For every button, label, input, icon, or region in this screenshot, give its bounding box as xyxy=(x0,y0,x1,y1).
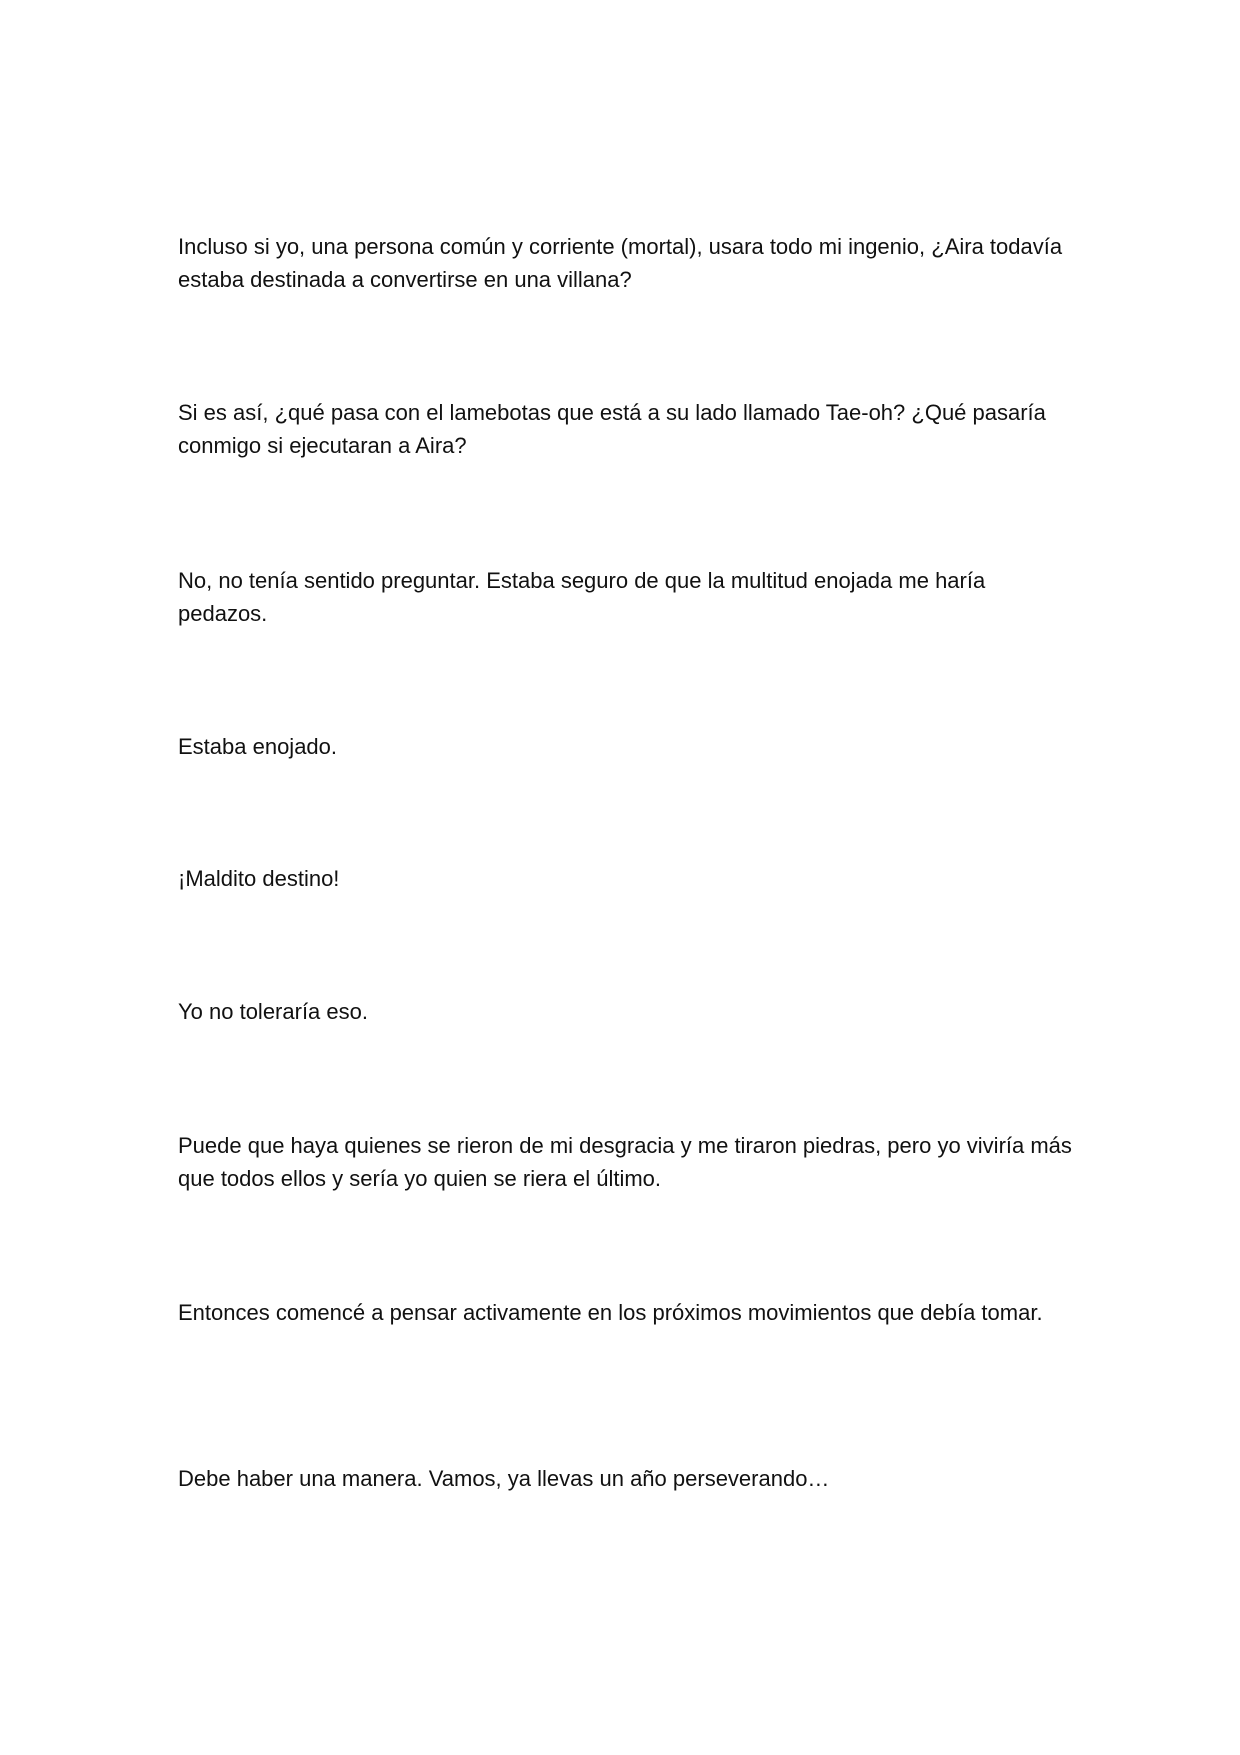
paragraph-1: Incluso si yo, una persona común y corriente (mortal), usara todo mi ingenio, ¿Aira todavía estaba destinada a convertirse en una villana? xyxy=(178,234,1063,292)
paragraph-3: No, no tenía sentido preguntar. Estaba seguro de que la multitud enojada me haría pedazos. xyxy=(178,568,986,626)
paragraph-2: Si es así, ¿qué pasa con el lamebotas que está a su lado llamado Tae-oh? ¿Qué pasaría conmigo si ejecutaran a Aira? xyxy=(178,400,1046,458)
paragraph-7: Puede que haya quienes se rieron de mi desgracia y me tiraron piedras, pero yo viviría más que todos ellos y sería yo quien se riera el último. xyxy=(178,1133,1072,1191)
paragraph-5: ¡Maldito destino! xyxy=(178,866,340,891)
paragraph-4: Estaba enojado. xyxy=(178,734,338,759)
paragraph-9: Debe haber una manera. Vamos, ya llevas un año perseverando… xyxy=(178,1466,830,1491)
paragraph-6: Yo no toleraría eso. xyxy=(178,999,368,1024)
paragraph-8: Entonces comencé a pensar activamente en los próximos movimientos que debía tomar. xyxy=(178,1300,1043,1325)
